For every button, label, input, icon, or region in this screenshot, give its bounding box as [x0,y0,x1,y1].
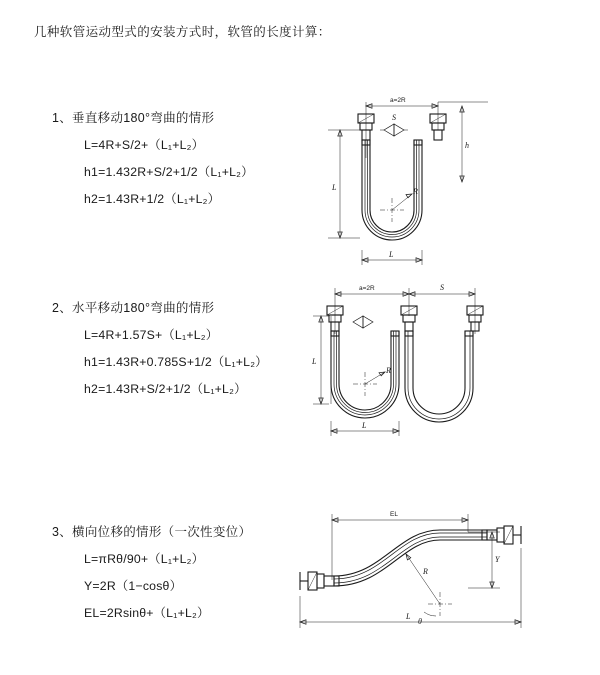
section-2-formula-1: L=4R+1.57S+（L₁+L₂） [84,328,219,342]
label-L-3: L [406,612,411,621]
section-3-formula-1: L=πRθ/90+（L₁+L₂） [84,552,205,566]
section-2-formula-2: h1=1.43R+0.785S+1/2（L₁+L₂） [84,355,268,369]
section-1-formula-1: L=4R+S/2+（L₁+L₂） [84,138,205,152]
section-1-formula-2: h1=1.432R+S/2+1/2（L₁+L₂） [84,165,254,179]
vertical-180-bend-diagram [310,70,540,300]
label-a-2r: a=2R [390,97,406,104]
section-2-formula-3: h2=1.43R+S/2+1/2（L₁+L₂） [84,382,247,396]
horizontal-180-bend-diagram [305,276,540,461]
label-R-2: R [386,366,391,375]
label-L-side: L [332,183,337,192]
label-Y: Y [495,555,500,564]
label-L-side-2: L [312,357,317,366]
label-R-3: R [423,567,428,576]
label-S-2: S [440,283,444,292]
label-L-bottom: L [389,250,394,259]
label-R: R [413,187,418,196]
label-L-bottom-2: L [362,421,367,430]
lateral-offset-diagram [290,504,540,644]
section-1-text [52,108,312,216]
label-theta: θ [418,617,422,626]
section-3-formula-3: EL=2Rsinθ+（L₁+L₂） [84,606,210,620]
label-EL: EL [390,511,398,518]
page-title: 几种软管运动型式的安装方式时，软管的长度计算： [34,25,331,39]
label-h: h [465,141,469,150]
section-2-title: 2、水平移动180°弯曲的情形 [52,301,215,315]
label-S: S [392,113,396,122]
section-1-formula-3: h2=1.43R+1/2（L₁+L₂） [84,192,221,206]
section-3-formula-2: Y=2R（1−cosθ） [84,579,183,593]
label-a-2r-2: a=2R [359,285,375,292]
section-2-text [52,298,312,406]
section-3-text [52,522,312,630]
section-1-title: 1、垂直移动180°弯曲的情形 [52,111,215,125]
section-3-title: 3、横向位移的情形（一次性变位） [52,525,252,539]
